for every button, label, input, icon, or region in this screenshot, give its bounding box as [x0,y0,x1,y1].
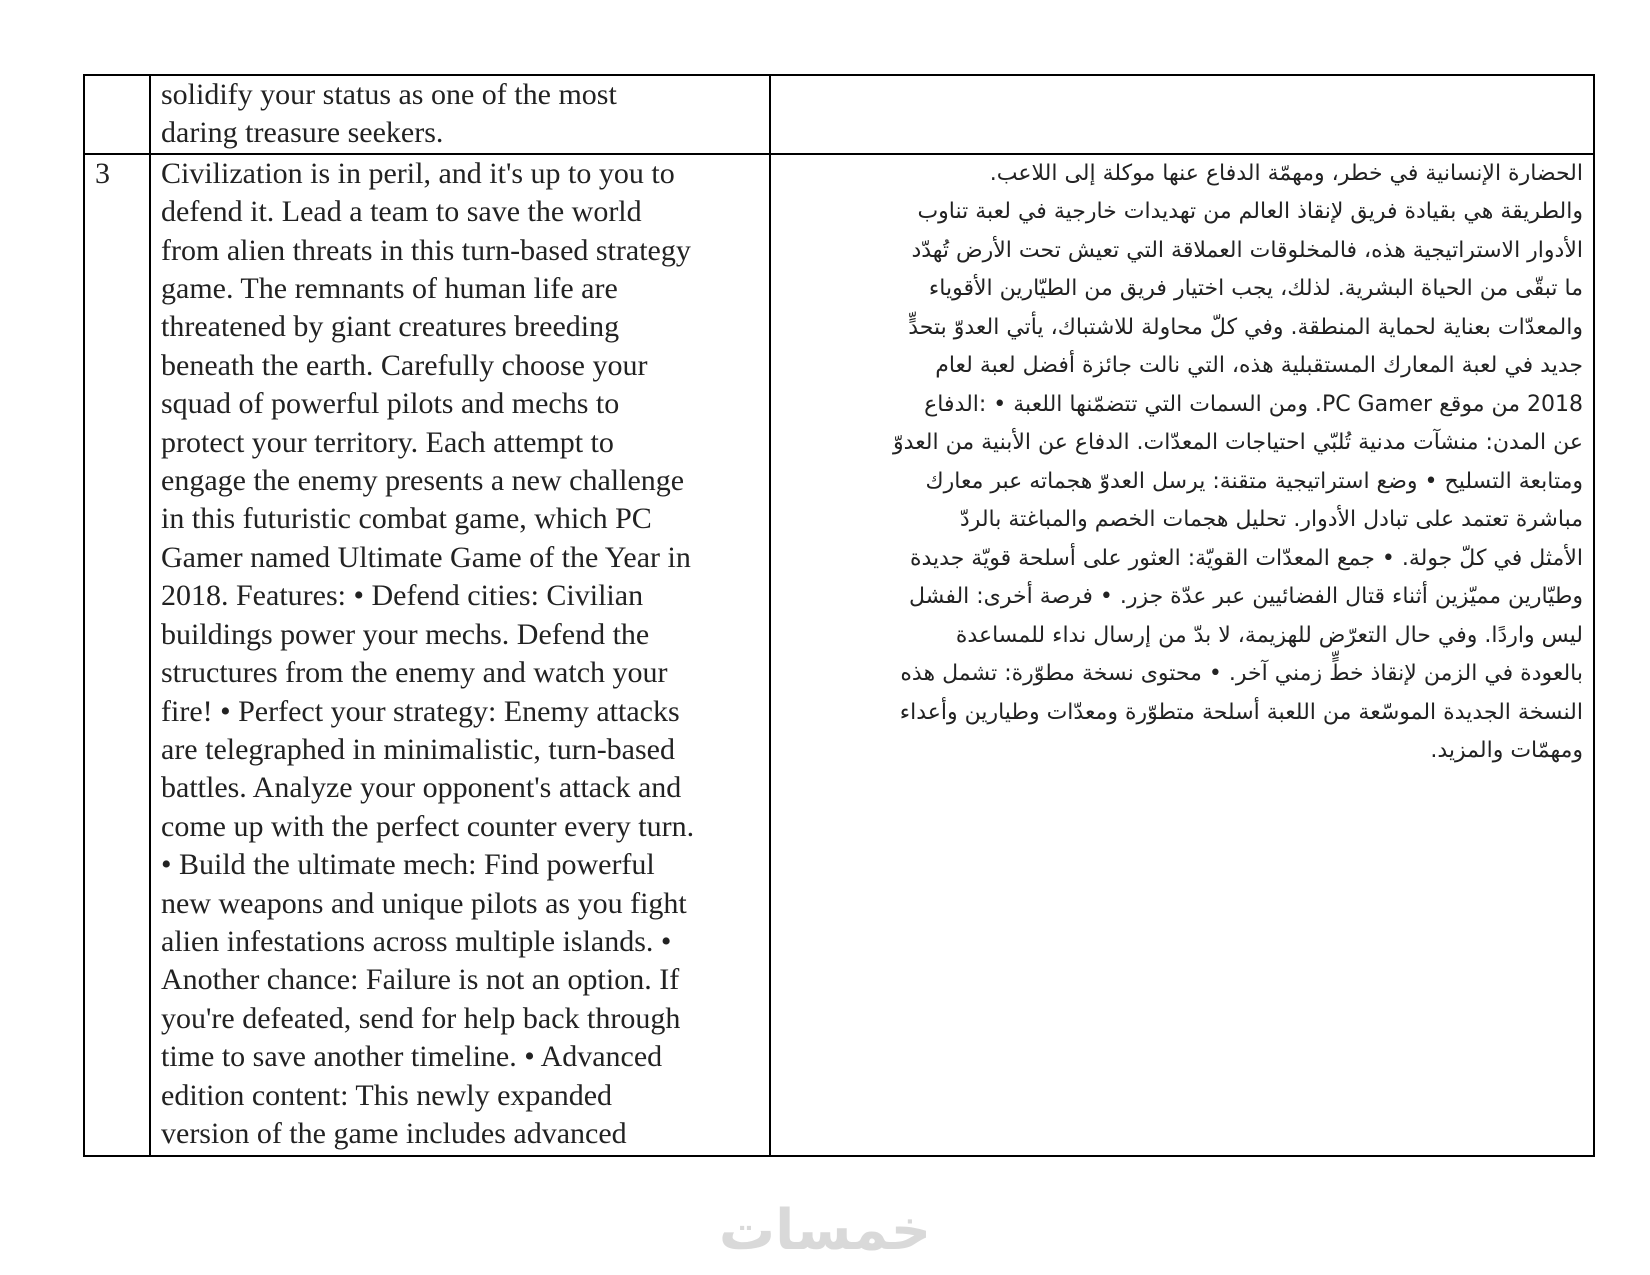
english-text-cell: solidify your status as one of the most daring treasure seekers. [150,75,770,154]
row-number-cell [84,75,150,154]
document-table [83,74,1595,1157]
table-row [84,154,1594,1156]
watermark-logo: خمسات [718,1198,932,1263]
arabic-text-cell: الحضارة الإنسانية في خطر، ومهمّة الدفاع عنها موكلة إلى اللاعب. والطريقة هي بقيادة فريق لإنقاذ العالم من تهديدات خارجية في لعبة تناوب الأدوار الاستراتيجية هذه، فالمخلوقات العملاقة التي تعيش تحت الأرض تُهدّد ما تبقّى من الحياة البشرية. لذلك، يجب اختيار فريق من الطيّارين الأقوياء والمعدّات بعناية لحماية المنطقة. وفي كلّ محاولة للاشتباك، يأتي العدوّ بتحدٍّ جديد في لعبة المعارك المستقبلية هذه، التي نالت جائزة أفضل لعبة لعام 2018 من موقع PC Gamer. ومن السمات التي تتضمّنها اللعبة • :الدفاع عن المدن: منشآت مدنية تُلبّي احتياجات المعدّات. الدفاع عن الأبنية من العدوّ ومتابعة التسليح • وضع استراتيجية متقنة: يرسل العدوّ هجماته عبر معارك مباشرة تعتمد على تبادل الأدوار. تحليل هجمات الخصم والمباغتة بالردّ الأمثل في كلّ جولة. • جمع المعدّات القويّة: العثور على أسلحة قويّة جديدة وطيّارين مميّزين أثناء قتال الفضائيين عبر عدّة جزر. • فرصة أخرى: الفشل ليس واردًا. وفي حال التعرّض للهزيمة، لا بدّ من إرسال نداء للمساعدة بالعودة في الزمن لإنقاذ خطٍّ زمني آخر. • محتوى نسخة مطوّرة: تشمل هذه النسخة الجديدة الموسّعة من اللعبة أسلحة متطوّرة ومعدّات وطيارين وأعداء ومهمّات والمزيد. [770,154,1594,1156]
english-text-cell: Civilization is in peril, and it's up to you to defend it. Lead a team to save the world from alien threats in this turn-based strategy game. The remnants of human life are threatened by giant creatures breeding beneath the earth. Carefully choose your squad of powerful pilots and mechs to protect your territory. Each attempt to engage the enemy presents a new challenge in this futuristic combat game, which PC Gamer named Ultimate Game of the Year in 2018. Features: • Defend cities: Civilian buildings power your mechs. Defend the structures from the enemy and watch your fire! • Perfect your strategy: Enemy attacks are telegraphed in minimalistic, turn-based battles. Analyze your opponent's attack and come up with the perfect counter every turn. • Build the ultimate mech: Find powerful new weapons and unique pilots as you fight alien infestations across multiple islands. • Another chance: Failure is not an option. If you're defeated, send for help back through time to save another timeline. • Advanced edition content: This newly expanded version of the game includes advanced [150,154,770,1156]
table-row [84,75,1594,154]
row-number-cell: 3 [84,154,150,1156]
arabic-text-cell [770,75,1594,154]
